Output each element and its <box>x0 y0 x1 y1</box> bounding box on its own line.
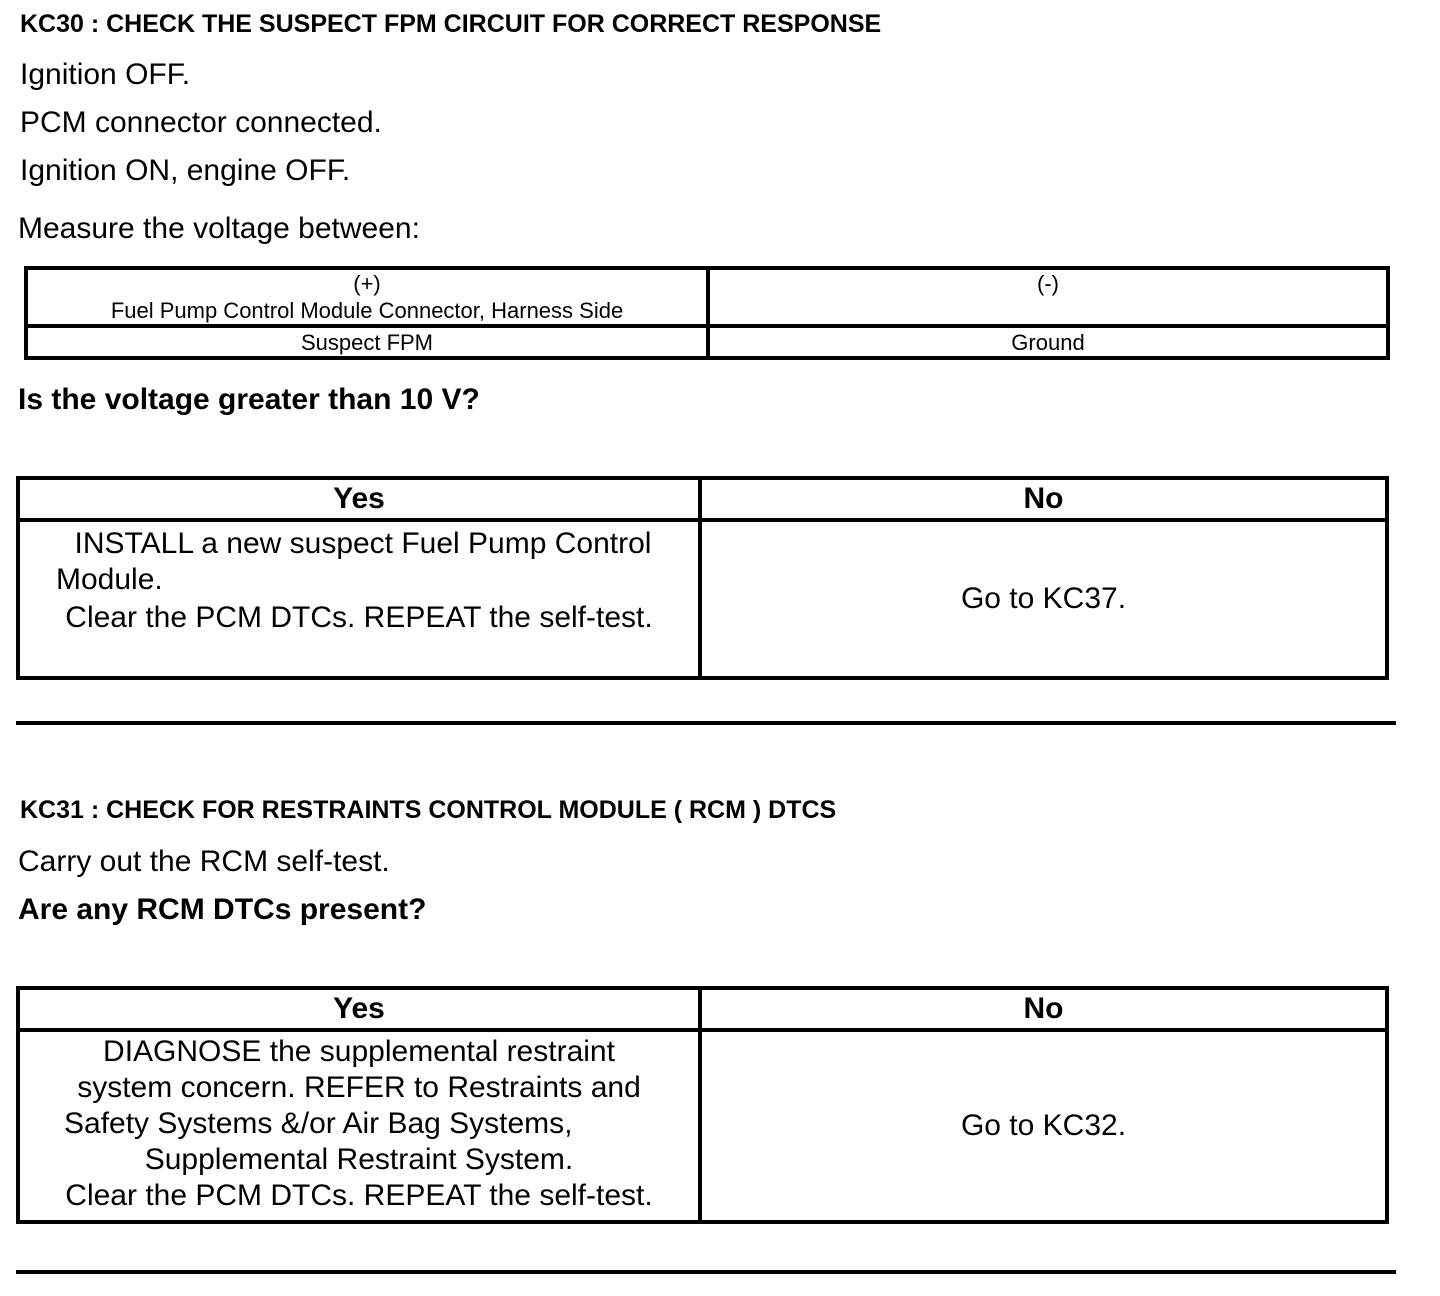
kc31-no-cell <box>700 1030 1387 1222</box>
kc30-question: Is the voltage greater than 10 V? <box>18 383 480 416</box>
kc30-yes-line-2: Module. <box>56 563 163 596</box>
kc30-yes-header: Yes <box>18 478 700 520</box>
measure-minus-value: Ground <box>708 326 1388 358</box>
measure-plus-header: (+) <box>353 271 381 296</box>
measure-minus-header: (-) <box>1037 271 1059 296</box>
kc30-yes-cell <box>18 520 700 678</box>
kc30-yes-line-3: Clear the PCM DTCs. REPEAT the self-test. <box>65 601 653 634</box>
kc30-step-pcm-connected: PCM connector connected. <box>20 106 382 139</box>
kc31-yes-line-2: system concern. REFER to Restraints and <box>77 1071 641 1104</box>
kc31-yes-line-3: Safety Systems &/or Air Bag Systems, <box>64 1107 573 1140</box>
kc31-heading: KC31 : CHECK FOR RESTRAINTS CONTROL MODULE ( RCM ) DTCS <box>20 796 837 824</box>
kc30-no-cell <box>700 520 1387 678</box>
kc30-heading: KC30 : CHECK THE SUSPECT FPM CIRCUIT FOR CORRECT RESPONSE <box>20 10 882 38</box>
measure-minus-header-cell <box>708 268 1388 326</box>
kc30-no-header: No <box>700 478 1387 520</box>
kc30-measure-intro: Measure the voltage between: <box>18 212 420 245</box>
kc30-answer-table <box>16 476 1389 680</box>
section-divider-2 <box>16 1270 1396 1274</box>
measure-plus-subheader: Fuel Pump Control Module Connector, Harness Side <box>110 298 624 323</box>
kc31-answer-table <box>16 986 1389 1224</box>
kc30-step-ignition-off: Ignition OFF. <box>20 58 191 91</box>
kc30-yes-line-1: INSTALL a new suspect Fuel Pump Control <box>74 527 652 560</box>
kc30-no-text: Go to KC37. <box>960 582 1127 615</box>
kc31-yes-line-1: DIAGNOSE the supplemental restraint <box>103 1035 615 1068</box>
kc31-step-rcm-self-test: Carry out the RCM self-test. <box>18 845 390 878</box>
section-divider-1 <box>16 721 1396 725</box>
kc31-yes-line-5: Clear the PCM DTCs. REPEAT the self-test. <box>65 1179 653 1212</box>
measure-plus-header-cell <box>26 268 708 326</box>
measure-plus-value: Suspect FPM <box>26 326 708 358</box>
kc31-yes-header: Yes <box>18 988 700 1030</box>
kc31-no-header: No <box>700 988 1387 1030</box>
kc30-measure-table <box>24 266 1390 360</box>
kc31-no-text: Go to KC32. <box>960 1109 1127 1142</box>
kc31-question: Are any RCM DTCs present? <box>18 893 427 926</box>
kc30-step-ignition-on: Ignition ON, engine OFF. <box>20 154 351 187</box>
kc31-yes-cell <box>18 1030 700 1222</box>
kc31-yes-line-4: Supplemental Restraint System. <box>144 1143 574 1176</box>
